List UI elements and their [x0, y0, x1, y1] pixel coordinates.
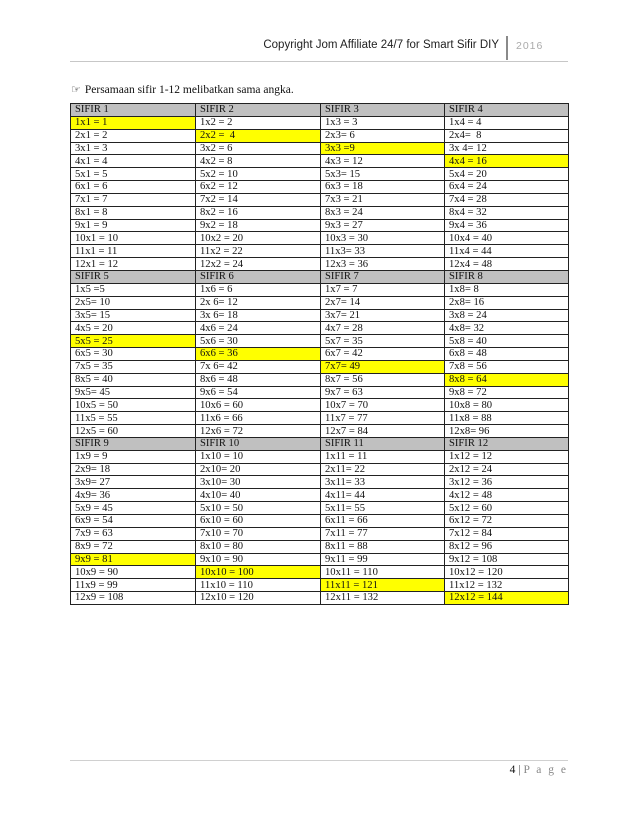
table-cell: 4x7 = 28 — [321, 322, 445, 335]
page-number — [510, 764, 568, 776]
table-row — [71, 592, 569, 605]
table-cell: 6x7 = 42 — [321, 348, 445, 361]
table-cell: 1x3 = 3 — [321, 116, 445, 129]
table-cell: 2x5= 10 — [71, 296, 196, 309]
table-row — [71, 540, 569, 553]
table-cell: 9x8 = 72 — [445, 386, 569, 399]
table-cell: 8x12 = 96 — [445, 540, 569, 553]
table-cell: 6x6 = 36 — [196, 348, 321, 361]
table-row — [71, 579, 569, 592]
table-cell: 8x3 = 24 — [321, 206, 445, 219]
table-row — [71, 155, 569, 168]
table-cell: 12x2 = 24 — [196, 258, 321, 271]
table-row — [71, 412, 569, 425]
table-cell: 8x9 = 72 — [71, 540, 196, 553]
table-cell: 10x12 = 120 — [445, 566, 569, 579]
table-cell: 7x10 = 70 — [196, 527, 321, 540]
table-cell: 4x9= 36 — [71, 489, 196, 502]
table-row — [71, 258, 569, 271]
table-cell: 8x7 = 56 — [321, 373, 445, 386]
table-header-cell: SIFIR 10 — [196, 437, 321, 450]
table-cell: 3x11= 33 — [321, 476, 445, 489]
table-row — [71, 296, 569, 309]
table-cell: 1x8= 8 — [445, 283, 569, 296]
table-cell: 1x11 = 11 — [321, 450, 445, 463]
header-divider — [506, 36, 508, 60]
page-header — [0, 36, 638, 62]
table-cell: 8x2 = 16 — [196, 206, 321, 219]
table-cell: 1x5 =5 — [71, 283, 196, 296]
table-cell: 10x2 = 20 — [196, 232, 321, 245]
table-cell: 9x6 = 54 — [196, 386, 321, 399]
table-cell: 12x1 = 12 — [71, 258, 196, 271]
table-cell: 11x11 = 121 — [321, 579, 445, 592]
table-cell: 11x4 = 44 — [445, 245, 569, 258]
page-separator: | — [518, 764, 521, 776]
table-cell: 1x10 = 10 — [196, 450, 321, 463]
table-cell: 10x5 = 50 — [71, 399, 196, 412]
table-cell: 6x12 = 72 — [445, 515, 569, 528]
table-cell: 11x1 = 11 — [71, 245, 196, 258]
table-row — [71, 386, 569, 399]
table-cell: 7x3 = 21 — [321, 193, 445, 206]
table-cell: 9x9 = 81 — [71, 553, 196, 566]
table-row — [71, 425, 569, 438]
table-cell: 4x10= 40 — [196, 489, 321, 502]
table-row — [71, 360, 569, 373]
table-cell: 7x12 = 84 — [445, 527, 569, 540]
table-cell: 7x7= 49 — [321, 360, 445, 373]
table-cell: 3x12 = 36 — [445, 476, 569, 489]
table-row — [71, 129, 569, 142]
table-cell: 11x10 = 110 — [196, 579, 321, 592]
table-cell: 12x7 = 84 — [321, 425, 445, 438]
table-row — [71, 450, 569, 463]
table-row — [71, 168, 569, 181]
table-cell: 12x12 = 144 — [445, 592, 569, 605]
table-cell: 2x 6= 12 — [196, 296, 321, 309]
table-cell: 12x8= 96 — [445, 425, 569, 438]
table-cell: 10x1 = 10 — [71, 232, 196, 245]
table-cell: 9x4 = 36 — [445, 219, 569, 232]
table-cell: 6x8 = 48 — [445, 348, 569, 361]
table-cell: 10x10 = 100 — [196, 566, 321, 579]
table-cell: 5x7 = 35 — [321, 335, 445, 348]
table-cell: 9x3 = 27 — [321, 219, 445, 232]
table-cell: 4x6 = 24 — [196, 322, 321, 335]
table-cell: 11x3= 33 — [321, 245, 445, 258]
table-cell: 11x9 = 99 — [71, 579, 196, 592]
page-label: P a g e — [523, 764, 568, 776]
table-row — [71, 283, 569, 296]
table-body — [71, 104, 569, 605]
table-cell: 10x11 = 110 — [321, 566, 445, 579]
table-cell: 11x2 = 22 — [196, 245, 321, 258]
table-cell: 2x11= 22 — [321, 463, 445, 476]
table-cell: 3x5= 15 — [71, 309, 196, 322]
table-row — [71, 142, 569, 155]
table-row — [71, 463, 569, 476]
table-header-cell: SIFIR 8 — [445, 270, 569, 283]
table-cell: 5x3= 15 — [321, 168, 445, 181]
table-header-cell: SIFIR 5 — [71, 270, 196, 283]
table-header-row — [71, 437, 569, 450]
table-row — [71, 322, 569, 335]
table-cell: 8x6 = 48 — [196, 373, 321, 386]
table-cell: 9x10 = 90 — [196, 553, 321, 566]
table-cell: 8x4 = 32 — [445, 206, 569, 219]
table-header-cell: SIFIR 6 — [196, 270, 321, 283]
table-cell: 1x9 = 9 — [71, 450, 196, 463]
table-row — [71, 553, 569, 566]
table-cell: 6x11 = 66 — [321, 515, 445, 528]
table-cell: 2x12 = 24 — [445, 463, 569, 476]
table-row — [71, 566, 569, 579]
table-cell: 7x9 = 63 — [71, 527, 196, 540]
table-row — [71, 219, 569, 232]
table-cell: 9x7 = 63 — [321, 386, 445, 399]
table-cell: 12x6 = 72 — [196, 425, 321, 438]
table-cell: 3x10= 30 — [196, 476, 321, 489]
table-cell: 12x4 = 48 — [445, 258, 569, 271]
table-cell: 9x12 = 108 — [445, 553, 569, 566]
table-cell: 7x2 = 14 — [196, 193, 321, 206]
table-row — [71, 193, 569, 206]
table-cell: 2x9= 18 — [71, 463, 196, 476]
table-cell: 5x4 = 20 — [445, 168, 569, 181]
table-header-cell: SIFIR 3 — [321, 104, 445, 117]
table-header-cell: SIFIR 12 — [445, 437, 569, 450]
pointing-hand-icon: ☞ — [71, 84, 81, 96]
table-cell: 5x6 = 30 — [196, 335, 321, 348]
table-cell: 8x5 = 40 — [71, 373, 196, 386]
table-cell: 4x11= 44 — [321, 489, 445, 502]
table-cell: 6x4 = 24 — [445, 181, 569, 194]
table-cell: 1x6 = 6 — [196, 283, 321, 296]
table-cell: 11x6 = 66 — [196, 412, 321, 425]
table-cell: 6x5 = 30 — [71, 348, 196, 361]
table-cell: 10x4 = 40 — [445, 232, 569, 245]
table-row — [71, 116, 569, 129]
header-title: Copyright Jom Affiliate 24/7 for Smart Sifir DIY — [263, 39, 499, 51]
table-cell: 12x11 = 132 — [321, 592, 445, 605]
table-row — [71, 335, 569, 348]
table-cell: 5x11= 55 — [321, 502, 445, 515]
table-header-row — [71, 270, 569, 283]
table-cell: 4x2 = 8 — [196, 155, 321, 168]
table-cell: 3x 6= 18 — [196, 309, 321, 322]
table-row — [71, 373, 569, 386]
table-row — [71, 399, 569, 412]
table-cell: 6x2 = 12 — [196, 181, 321, 194]
table-cell: 5x8 = 40 — [445, 335, 569, 348]
table-cell: 2x4= 8 — [445, 129, 569, 142]
table-cell: 4x3 = 12 — [321, 155, 445, 168]
table-cell: 6x3 = 18 — [321, 181, 445, 194]
table-cell: 10x3 = 30 — [321, 232, 445, 245]
table-cell: 5x1 = 5 — [71, 168, 196, 181]
multiplication-table — [70, 103, 569, 605]
table-cell: 9x1 = 9 — [71, 219, 196, 232]
table-cell: 5x2 = 10 — [196, 168, 321, 181]
table-cell: 3x9= 27 — [71, 476, 196, 489]
table-cell: 7x5 = 35 — [71, 360, 196, 373]
table-cell: 3x3 =9 — [321, 142, 445, 155]
table-cell: 11x8 = 88 — [445, 412, 569, 425]
table-cell: 8x1 = 8 — [71, 206, 196, 219]
table-cell: 3x7= 21 — [321, 309, 445, 322]
table-header-cell: SIFIR 9 — [71, 437, 196, 450]
table-header-cell: SIFIR 1 — [71, 104, 196, 117]
table-cell: 8x10 = 80 — [196, 540, 321, 553]
table-row — [71, 245, 569, 258]
table-cell: 8x11 = 88 — [321, 540, 445, 553]
table-cell: 12x10 = 120 — [196, 592, 321, 605]
table-cell: 7x11 = 77 — [321, 527, 445, 540]
table-cell: 12x3 = 36 — [321, 258, 445, 271]
table-row — [71, 489, 569, 502]
table-cell: 1x2 = 2 — [196, 116, 321, 129]
table-cell: 7x4 = 28 — [445, 193, 569, 206]
table-cell: 1x7 = 7 — [321, 283, 445, 296]
table-cell: 6x10 = 60 — [196, 515, 321, 528]
table-cell: 9x5= 45 — [71, 386, 196, 399]
table-cell: 10x7 = 70 — [321, 399, 445, 412]
table-cell: 8x8 = 64 — [445, 373, 569, 386]
table-cell: 10x8 = 80 — [445, 399, 569, 412]
table-header-cell: SIFIR 2 — [196, 104, 321, 117]
table-cell: 10x6 = 60 — [196, 399, 321, 412]
table-cell: 12x5 = 60 — [71, 425, 196, 438]
table-row — [71, 515, 569, 528]
table-cell: 11x5 = 55 — [71, 412, 196, 425]
table-row — [71, 232, 569, 245]
table-header-row — [71, 104, 569, 117]
table-row — [71, 181, 569, 194]
intro-text: Persamaan sifir 1-12 melibatkan sama angka. — [84, 84, 294, 96]
header-rule — [70, 61, 568, 62]
table-cell: 4x4 = 16 — [445, 155, 569, 168]
table-cell: 1x4 = 4 — [445, 116, 569, 129]
table-header-cell: SIFIR 7 — [321, 270, 445, 283]
table-cell: 3x1 = 3 — [71, 142, 196, 155]
table-cell: 5x12 = 60 — [445, 502, 569, 515]
table-cell: 1x12 = 12 — [445, 450, 569, 463]
table-row — [71, 348, 569, 361]
intro-line — [71, 83, 294, 96]
table-header-cell: SIFIR 11 — [321, 437, 445, 450]
header-year: 2016 — [516, 40, 544, 52]
table-header-cell: SIFIR 4 — [445, 104, 569, 117]
table-cell: 7x 6= 42 — [196, 360, 321, 373]
table-cell: 4x12 = 48 — [445, 489, 569, 502]
table-cell: 9x11 = 99 — [321, 553, 445, 566]
table-cell: 2x7= 14 — [321, 296, 445, 309]
table-cell: 4x1 = 4 — [71, 155, 196, 168]
table-cell: 7x1 = 7 — [71, 193, 196, 206]
table-cell: 3x 4= 12 — [445, 142, 569, 155]
table-cell: 9x2 = 18 — [196, 219, 321, 232]
table-cell: 5x10 = 50 — [196, 502, 321, 515]
page-number-value: 4 — [509, 764, 516, 776]
table-cell: 7x8 = 56 — [445, 360, 569, 373]
table-cell: 4x8= 32 — [445, 322, 569, 335]
table-cell: 2x8= 16 — [445, 296, 569, 309]
table-cell: 11x12 = 132 — [445, 579, 569, 592]
footer-rule — [70, 760, 568, 761]
table-cell: 2x10= 20 — [196, 463, 321, 476]
table-cell: 6x1 = 6 — [71, 181, 196, 194]
table-cell: 1x1 = 1 — [71, 116, 196, 129]
table-cell: 4x5 = 20 — [71, 322, 196, 335]
table-row — [71, 476, 569, 489]
table-cell: 5x5 = 25 — [71, 335, 196, 348]
table-cell: 3x8 = 24 — [445, 309, 569, 322]
table-cell: 6x9 = 54 — [71, 515, 196, 528]
table-row — [71, 206, 569, 219]
table-cell: 2x3= 6 — [321, 129, 445, 142]
table-row — [71, 502, 569, 515]
table-cell: 5x9 = 45 — [71, 502, 196, 515]
table-cell: 2x2 = 4 — [196, 129, 321, 142]
table-cell: 10x9 = 90 — [71, 566, 196, 579]
table-cell: 2x1 = 2 — [71, 129, 196, 142]
table-cell: 12x9 = 108 — [71, 592, 196, 605]
table-row — [71, 527, 569, 540]
table-cell: 3x2 = 6 — [196, 142, 321, 155]
table-cell: 11x7 = 77 — [321, 412, 445, 425]
table-row — [71, 309, 569, 322]
